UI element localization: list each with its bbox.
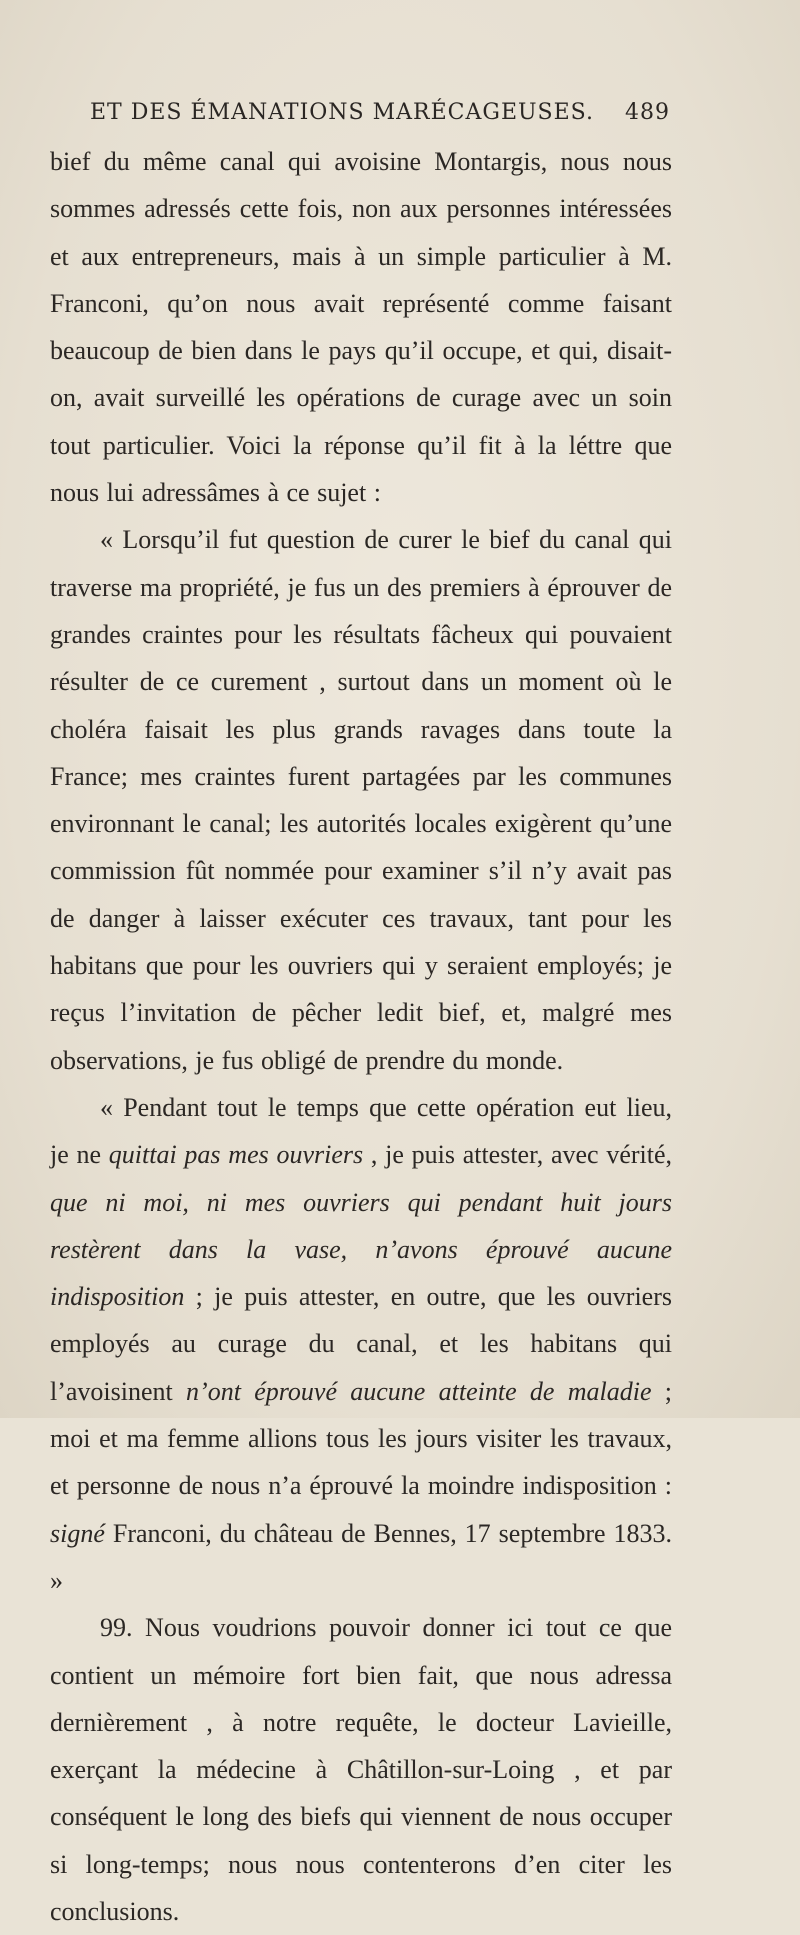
text-run: « Lorsqu’il fut question de curer le bief du canal qui traverse ma propriété, je fus un des premiers à éprouver de grandes craintes pour les résultats fâcheux qui pouvaient résulter de ce curement , surtout dans un moment où le choléra faisait les plus grands ravages dans toute la France; mes craintes furent partagées par les communes environnant le canal; les autorités locales exigèrent qu’une commission fût nommée pour examiner s’il n’y avait pas de danger à laisser exécuter ces travaux, tant pour les habitans que pour les ouvriers qui y seraient employés; je reçus l’invitation de pêcher ledit bief, et, malgré mes observations, je fus obligé de prendre du monde. — [50, 525, 672, 1075]
paragraph — [50, 138, 672, 516]
text-run: ; je puis attester, en outre, que les ouvriers employés au curage du canal, et les habitans qui l’avoisinent — [50, 1282, 672, 1406]
italic-run: quittai pas mes ouvriers — [108, 1140, 364, 1170]
text-run: 99. Nous voudrions pouvoir donner ici tout ce que contient un mémoire fort bien fait, que nous adressa dernièrement , à notre requête, le docteur Lavieille, exerçant la médecine à Châtillon-sur-Loing , et par conséquent le long des biefs qui viennent de nous occuper si long-temps; nous nous contenterons d’en citer les conclusions. — [50, 1613, 672, 1926]
text-run: « Pendant tout le temps que cette opération eut lieu, je ne — [50, 1092, 672, 1170]
paragraph — [50, 1084, 672, 1604]
text-run: bief du même canal qui avoisine Montargis, nous nous sommes adressés cette fois, non aux personnes intéressées et aux entrepreneurs, mais à un simple particulier à M. Franconi, qu’on nous avait représenté comme faisant beaucoup de bien dans le pays qu’il occupe, et qui, disait-on, avait surveillé les opérations de curage avec un soin tout particulier. Voici la réponse qu’il fit à la léttre que nous lui adressâmes à ce sujet : — [50, 147, 672, 508]
body-text — [50, 138, 672, 1935]
page-number: 489 — [625, 100, 670, 125]
italic-run: signé — [50, 1518, 105, 1548]
text-run: Franconi, du château de Bennes, 17 septembre 1833. » — [50, 1518, 672, 1595]
text-run: , je puis attester, avec vérité, — [363, 1140, 673, 1170]
italic-run: n’ont éprouvé aucune atteinte de maladie — [186, 1376, 652, 1406]
italic-run: que ni moi, ni mes ouvriers qui pendant huit jours restèrent dans la vase, n’avons éprouvé aucune indisposition — [50, 1187, 672, 1312]
paragraph — [50, 516, 672, 1084]
paragraph — [50, 1604, 672, 1935]
running-title: ET DES ÉMANATIONS MARÉCAGEUSES. — [90, 100, 594, 125]
text-run: ; moi et ma femme allions tous les jours visiter les travaux, et personne de nous n’a éprouvé la moindre indisposition : — [50, 1376, 672, 1501]
